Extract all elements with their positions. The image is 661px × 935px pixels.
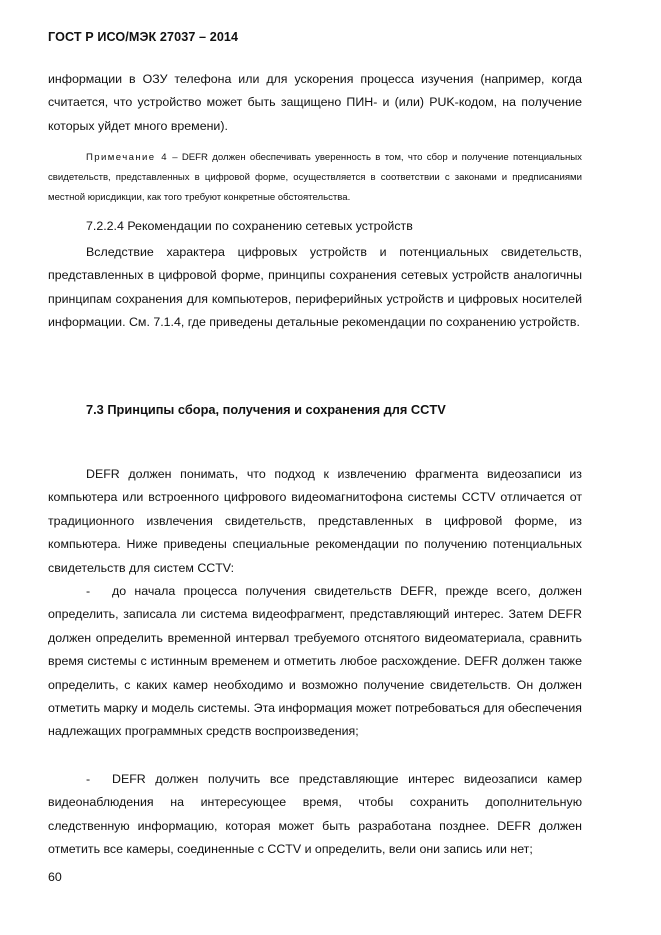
- section-title: 7.3 Принципы сбора, получения и сохранения для CCTV: [86, 402, 446, 417]
- section-intro: DEFR должен понимать, что подход к извлечению фрагмента видеозаписи из компьютера или встроенного цифрового видеомагнитофона системы CCTV отличается от традиционного извлечения свидетельств, представленных в цифровой форме, из компьютера. Ниже приведены специальные рекомендации по получению потенциальных свидетельств для систем CCTV:: [48, 467, 582, 575]
- list-dash: -: [86, 584, 91, 598]
- note-4: [48, 148, 582, 208]
- subsection-paragraph: Вследствие характера цифровых устройств и потенциальных свидетельств, представленных в цифровой форме, принципы сохранения сетевых устройств аналогичны принципам сохранения для компьютеров, периферийных устройств и цифровых носителей информации. См. 7.1.4, где приведены детальные рекомендации по сохранению устройств.: [48, 245, 582, 330]
- paragraph-continued: информации в ОЗУ телефона или для ускорения процесса изучения (например, когда считается, что устройство может быть защищено ПИН- и (или) PUK-кодом, на получение которых уйдет много времени).: [48, 72, 582, 133]
- note-label: Примечание 4: [86, 152, 168, 163]
- note-text: – DEFR должен обеспечивать уверенность в том, что сбор и получение потенциальных свидетельств, представленных в цифровой форме, осуществляется в соответствии с законами и предписаниями местной юрисдикции, как того требуют конкретные обстоятельства.: [48, 152, 582, 203]
- list-item-text: DEFR должен получить все представляющие интерес видеозаписи камер видеонаблюдения на интересующее время, чтобы сохранить дополнительную следственную информацию, которая может быть разработана позднее. DEFR должен отметить все камеры, соединенные с CCTV и определить, вели они запись или нет;: [48, 772, 582, 857]
- list-dash: -: [86, 772, 91, 786]
- list-item: [48, 768, 582, 862]
- subsection-heading: 7.2.2.4 Рекомендации по сохранению сетевых устройств: [86, 219, 413, 233]
- list-item: [48, 580, 582, 744]
- standard-header: ГОСТ Р ИСО/МЭК 27037 – 2014: [48, 30, 239, 44]
- page-number: 60: [48, 870, 62, 884]
- list-item-text: до начала процесса получения свидетельств DEFR, прежде всего, должен определить, записала ли система видеофрагмент, представляющий интерес. Затем DEFR должен определить временной интервал требуемого отснятого видеоматериала, сравнить время системы с истинным временем и отметить любое расхождение. DEFR должен также определить, с каких камер необходимо и возможно получение свидетельств. Он должен отметить марку и модель системы. Эта информация может потребоваться для обеспечения надлежащих программных средств воспроизведения;: [48, 584, 582, 739]
